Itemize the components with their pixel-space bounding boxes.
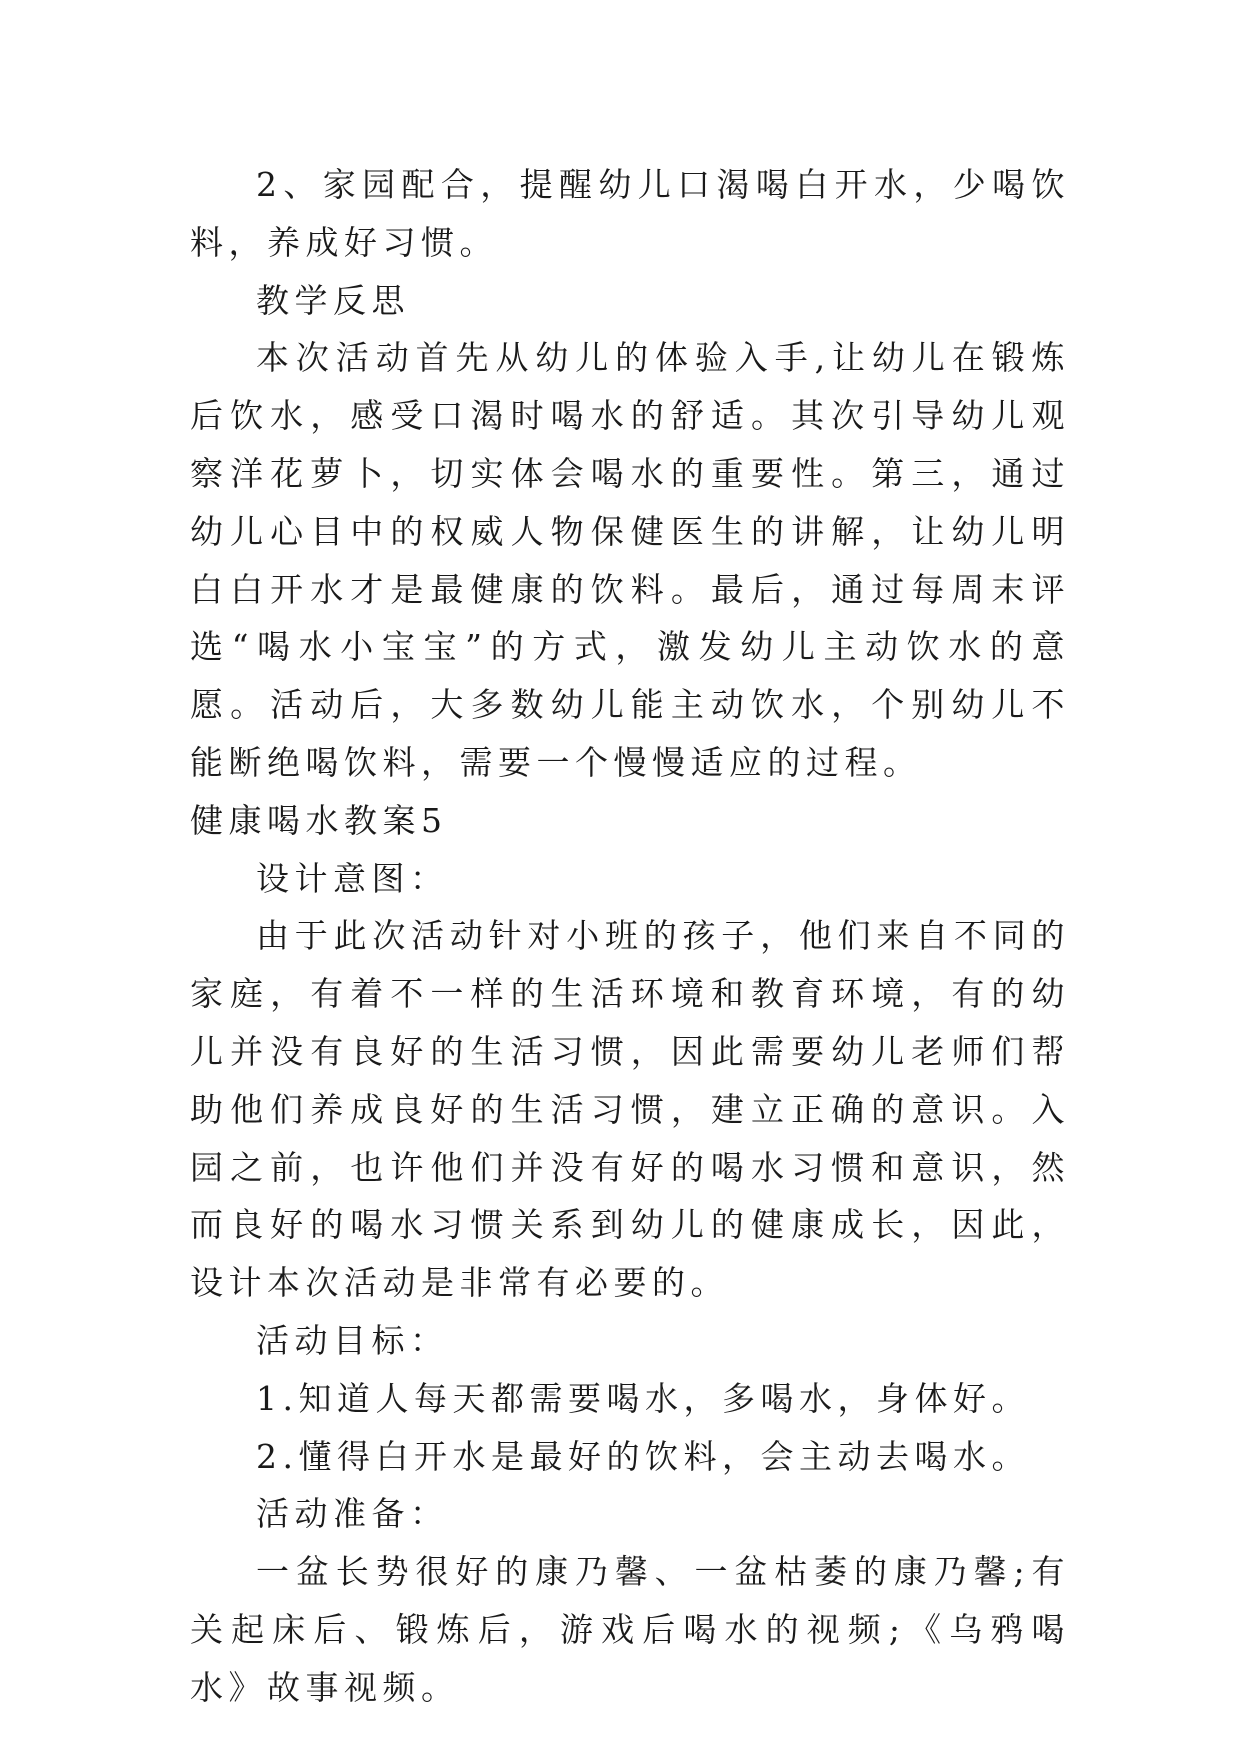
paragraph-home-cooperation: 2、家园配合，提醒幼儿口渴喝白开水，少喝饮料，养成好习惯。 [190, 165, 1070, 262]
heading-design-intent: 设计意图： [256, 858, 449, 898]
heading-activity-preparation: 活动准备： [256, 1494, 449, 1534]
paragraph-preparation-body: 一盆长势很好的康乃馨、一盆枯萎的康乃馨;有关起床后、锻炼后，游戏后喝水的视频;《乌鸦喝水》故事视频。 [190, 1552, 1070, 1707]
heading-teaching-reflection: 教学反思 [256, 280, 410, 320]
section-title-lesson-plan-5: 健康喝水教案5 [190, 800, 448, 840]
paragraph-design-intent-body: 由于此次活动针对小班的孩子，他们来自不同的家庭，有着不一样的生活环境和教育环境，有的幼儿并没有良好的生活习惯，因此需要幼儿老师们帮助他们养成良好的生活习惯，建立正确的意识。入园之前，也许他们并没有好的喝水习惯和意识，然而良好的喝水习惯关系到幼儿的健康成长，因此，设计本次活动是非常有必要的。 [190, 916, 1070, 1303]
goal-item-1: 1.知道人每天都需要喝水，多喝水，身体好。 [256, 1378, 1030, 1418]
paragraph-reflection-body: 本次活动首先从幼儿的体验入手,让幼儿在锻炼后饮水，感受口渴时喝水的舒适。其次引导幼儿观察洋花萝卜，切实体会喝水的重要性。第三，通过幼儿心目中的权威人物保健医生的讲解，让幼儿明白白开水才是最健康的饮料。最后，通过每周末评选“喝水小宝宝”的方式，激发幼儿主动饮水的意愿。活动后，大多数幼儿能主动饮水，个别幼儿不能断绝喝饮料，需要一个慢慢适应的过程。 [190, 338, 1070, 782]
goal-item-2: 2.懂得白开水是最好的饮料，会主动去喝水。 [256, 1436, 1030, 1476]
heading-activity-goals: 活动目标： [256, 1320, 449, 1360]
document-body [190, 156, 1070, 1717]
